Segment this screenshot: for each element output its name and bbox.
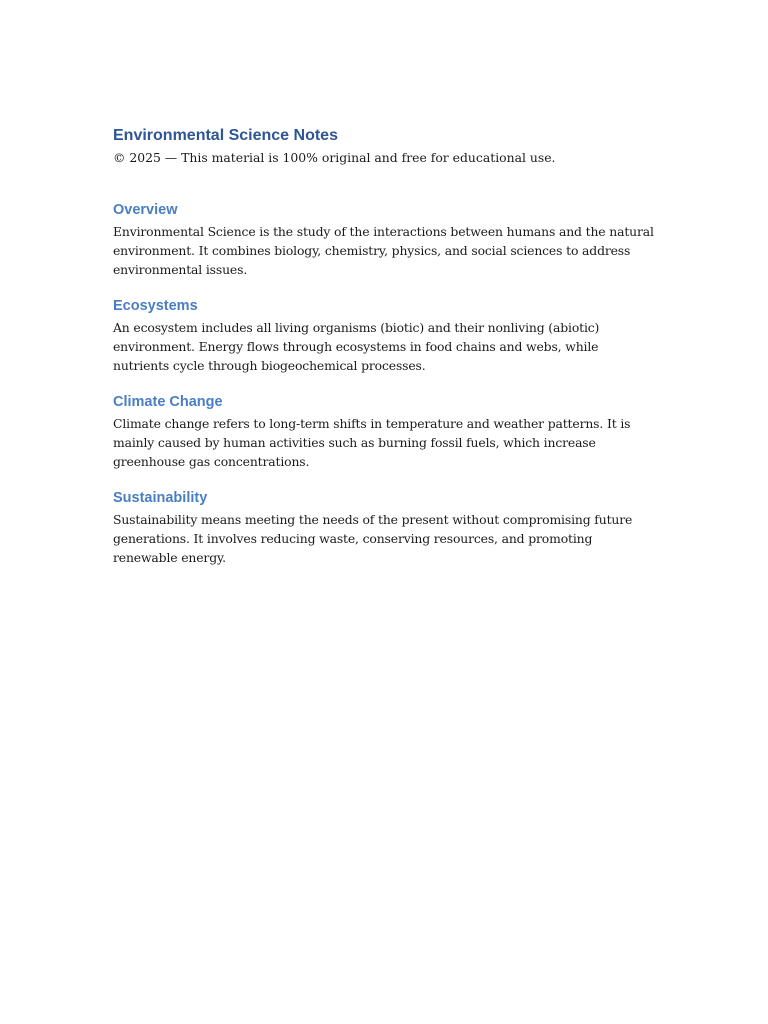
section-climate-change	[113, 393, 658, 471]
section-body-climate-change: Climate change refers to long-term shifts in temperature and weather patterns. It is mainly caused by human activities such as burning fossil fuels, which increase greenhouse gas concentrations.	[113, 416, 631, 469]
section-overview	[113, 201, 658, 279]
section-heading-ecosystems: Ecosystems	[113, 298, 198, 314]
section-heading-sustainability: Sustainability	[113, 490, 208, 506]
section-body-overview: Environmental Science is the study of the interactions between humans and the natural environment. It combines biology, chemistry, physics, and social sciences to address environmental issues.	[113, 224, 654, 277]
section-ecosystems	[113, 297, 658, 375]
section-heading-climate-change: Climate Change	[113, 394, 223, 410]
document-title: Environmental Science Notes	[113, 127, 338, 144]
section-body-sustainability: Sustainability means meeting the needs of the present without compromising future generations. It involves reducing waste, conserving resources, and promoting renewable energy.	[113, 512, 633, 565]
copyright-notice: © 2025 — This material is 100% original and free for educational use.	[113, 150, 556, 165]
document-page	[113, 126, 658, 567]
section-sustainability	[113, 489, 658, 567]
section-heading-overview: Overview	[113, 202, 178, 218]
section-body-ecosystems: An ecosystem includes all living organisms (biotic) and their nonliving (abiotic) environment. Energy flows through ecosystems in food chains and webs, while nutrients cycle through biogeochemical processes.	[113, 320, 600, 373]
